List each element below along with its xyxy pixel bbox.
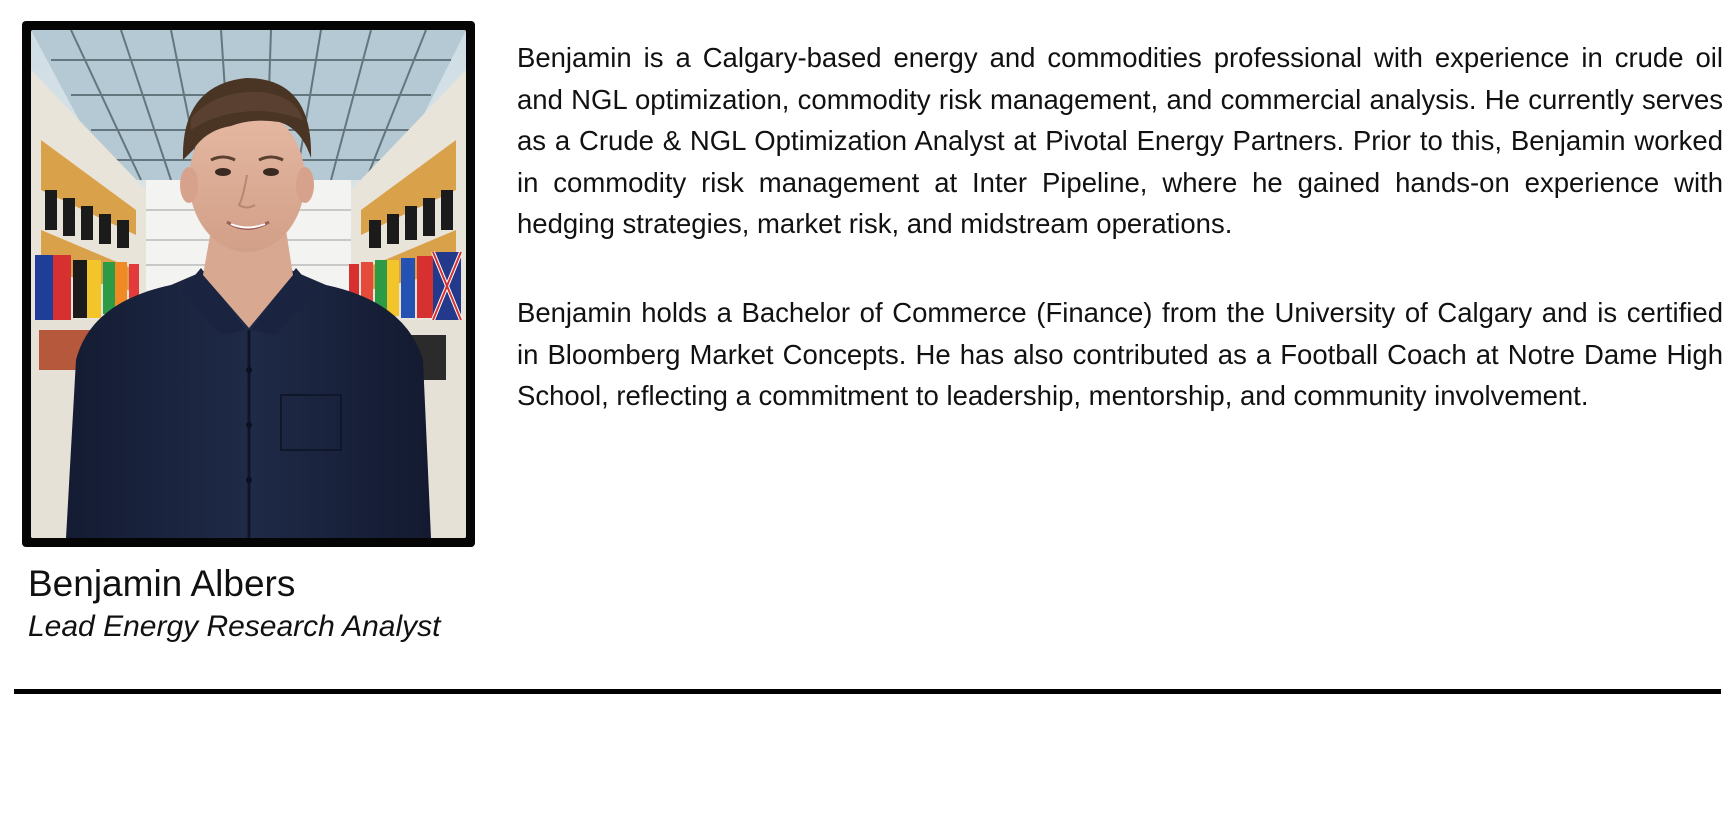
profile-photo-frame (22, 21, 475, 547)
bio-paragraph-education: Benjamin holds a Bachelor of Commerce (Finance) from the University of Calgary and is certified in Bloomberg Market Concepts. He has also contributed as a Football Coach at Notre Dame High School, reflecting a commitment to leadership, mentorship, and community involvement. (517, 296, 1723, 412)
profile-photo (31, 30, 466, 538)
bio-section (517, 37, 1723, 417)
person-title: Lead Energy Research Analyst (28, 610, 441, 643)
bio-paragraph-experience: Benjamin is a Calgary-based energy and commodities professional with experience in crude oil and NGL optimization, commodity risk management, and commercial analysis. He currently serves as a Crude & NGL Optimization Analyst at Pivotal Energy Partners. Prior to this, Benjamin worked in commodity risk management at Inter Pipeline, where he gained hands-on experience with hedging strategies, market risk, and midstream operations. (517, 42, 1723, 240)
profile-caption (28, 562, 488, 646)
person-name: Benjamin Albers (28, 563, 296, 604)
section-divider (14, 689, 1721, 694)
